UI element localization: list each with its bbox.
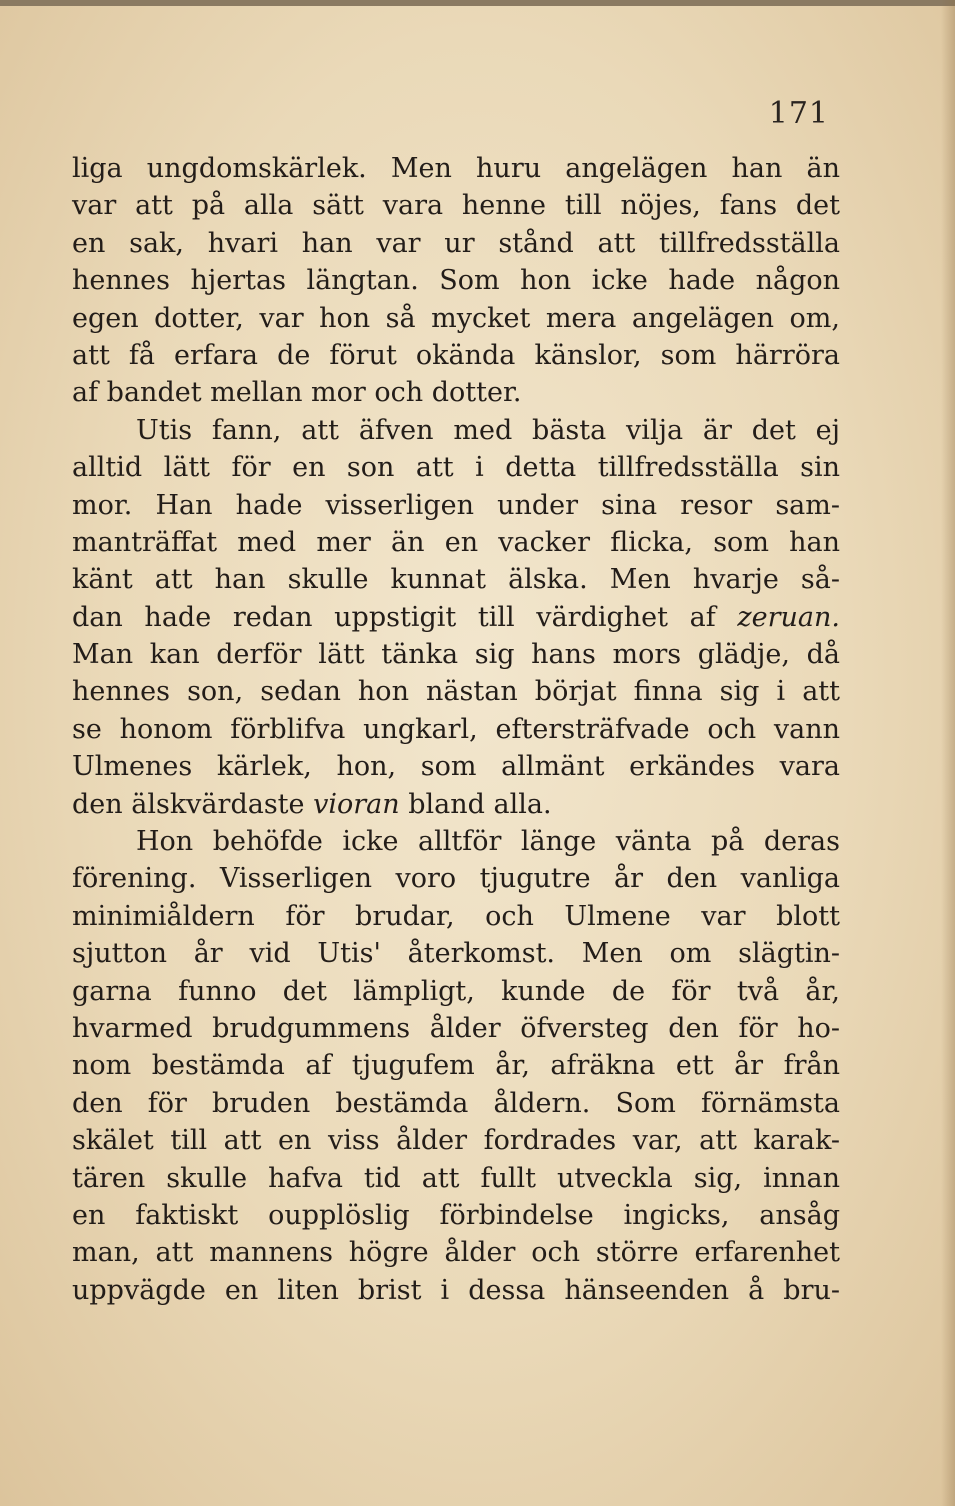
line-segment: bland alla. [408, 788, 552, 820]
line-segment: dan hade redan uppstigit till värdighet af [72, 601, 716, 633]
text-line: den för bruden bestämda åldern. Som förnämsta [72, 1087, 840, 1119]
text-line: hennes hjertas längtan. Som hon icke hade någon [72, 265, 840, 297]
body-text [72, 150, 840, 1309]
text-line: minimiåldern för brudar, och Ulmene var blott [72, 900, 840, 932]
text-line: skälet till att en viss ålder fordrades var, att karak- [72, 1125, 840, 1157]
italic-term-vioran: vioran [313, 788, 400, 820]
text-line: hvarmed brudgummens ålder öfversteg den för ho- [72, 1012, 840, 1044]
text-line: Ulmenes kärlek, hon, som allmänt erkändes vara [72, 751, 840, 783]
text-line: man, att mannens högre ålder och större erfarenhet [72, 1237, 840, 1269]
text-line: hennes son, sedan hon nästan börjat finna sig i att [72, 676, 840, 708]
text-line: var att på alla sätt vara henne till nöjes, fans det [72, 190, 840, 222]
italic-term-zeruan: zeruan. [737, 601, 840, 633]
text-line: känt att han skulle kunnat älska. Men hvarje så- [72, 564, 840, 596]
text-line: af bandet mellan mor och dotter. [72, 377, 522, 409]
text-line: tären skulle hafva tid att fullt utveckla sig, innan [72, 1162, 840, 1194]
text-line: nom bestämda af tjugufem år, afräkna ett år från [72, 1050, 840, 1082]
text-line: mor. Han hade visserligen under sina resor sam- [72, 489, 840, 521]
page-top-edge [0, 0, 955, 6]
page-number: 171 [768, 96, 829, 131]
text-line: egen dotter, var hon så mycket mera angelägen om, [72, 302, 840, 334]
text-line: se honom förblifva ungkarl, eftersträfvade och vann [72, 713, 840, 745]
text-line: liga ungdomskärlek. Men huru angelägen han än [72, 153, 840, 184]
text-line: Utis fann, att äfven med bästa vilja är det ej [136, 414, 840, 446]
text-line: manträffat med mer än en vacker flicka, som han [72, 526, 840, 558]
page-right-edge [941, 0, 955, 1506]
text-line: förening. Visserligen voro tjugutre år den vanliga [72, 863, 840, 895]
text-line [72, 599, 840, 636]
text-line: en sak, hvari han var ur stånd att tillfredsställa [72, 227, 840, 259]
text-line: sjutton år vid Utis' återkomst. Men om slägtin- [72, 938, 840, 970]
text-line: garna funno det lämpligt, kunde de för två år, [72, 975, 840, 1007]
text-line: att få erfara de förut okända känslor, som härröra [72, 339, 840, 371]
text-line: Hon behöfde icke alltför länge vänta på deras [136, 826, 840, 858]
text-line: uppvägde en liten brist i dessa hänseenden å bru- [72, 1274, 840, 1306]
text-line: alltid lätt för en son att i detta tillfredsställa sin [72, 452, 840, 484]
text-line [72, 786, 840, 823]
line-segment: den älskvärdaste [72, 788, 305, 820]
text-line: Man kan derför lätt tänka sig hans mors glädje, då [72, 639, 840, 671]
text-line: en faktiskt oupplöslig förbindelse ingicks, ansåg [72, 1199, 840, 1231]
